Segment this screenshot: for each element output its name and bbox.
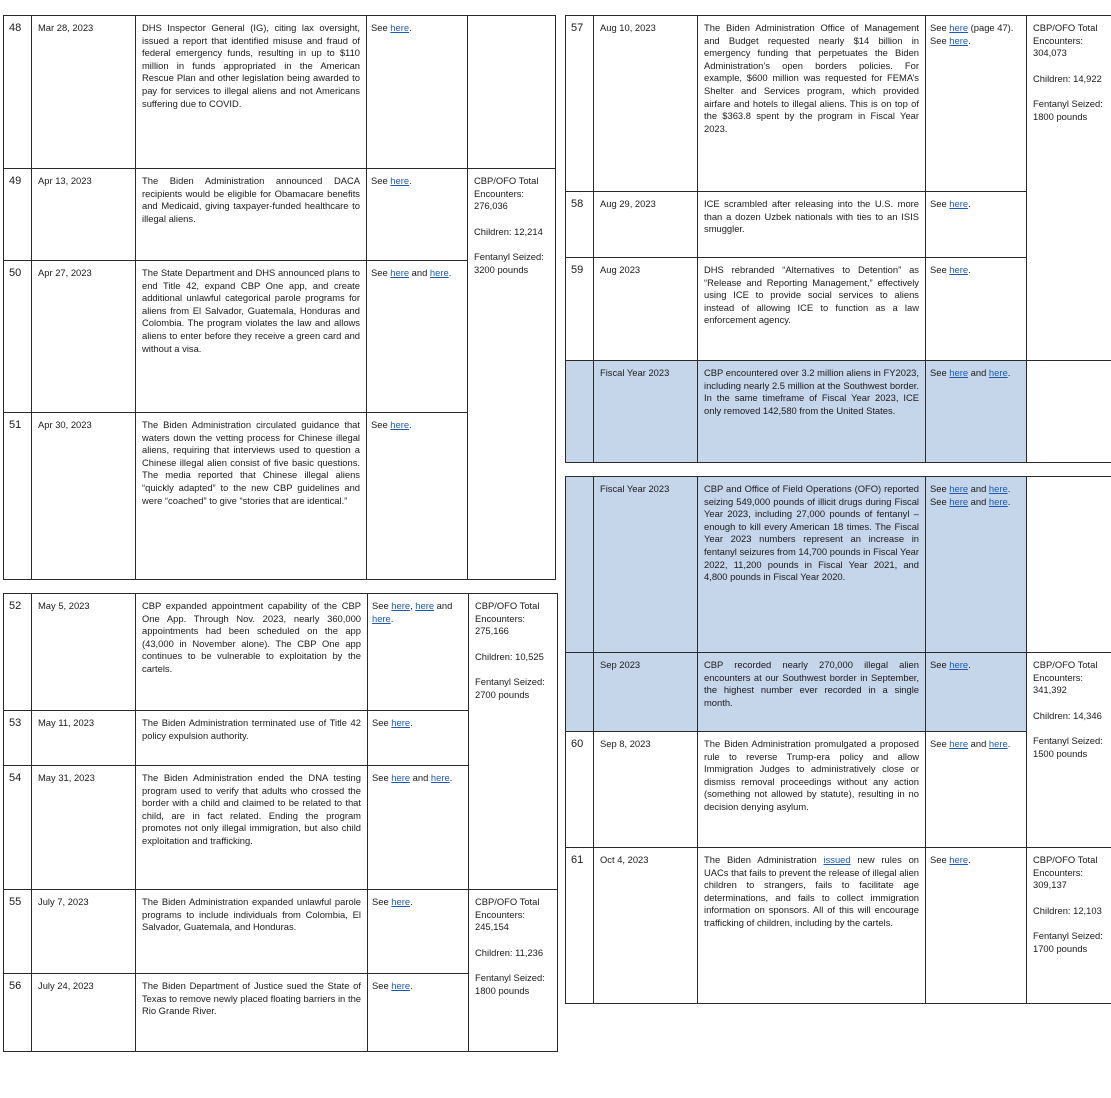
- row-number: 58: [566, 192, 594, 258]
- source-link[interactable]: here: [949, 495, 969, 507]
- source-link[interactable]: here: [430, 772, 450, 783]
- row-source: See here.: [368, 890, 469, 974]
- row-description: ICE scrambled after releasing into the U.S. more than a dozen Uzbek nationals with ties to an ISIS smuggler.: [698, 192, 926, 258]
- row-number: [566, 477, 594, 653]
- source-link[interactable]: here: [949, 198, 969, 209]
- source-link[interactable]: here: [949, 659, 969, 670]
- row-description: DHS Inspector General (IG), citing lax oversight, issued a report that identified misuse and fraud of federal emergency funds, resulting in up to $110 million in funds appropriated in the American Rescue Plan and other legislation being awarded to pay for services to illegal aliens and not Americans suffering due to COVID.: [136, 16, 367, 169]
- source-link[interactable]: here: [949, 854, 969, 865]
- row-source: See here.: [926, 653, 1027, 732]
- row-source: See here and here.: [367, 261, 468, 413]
- row-date: Apr 13, 2023: [32, 169, 136, 261]
- stat-fentanyl: Fentanyl Seized: 2700 pounds: [475, 676, 545, 700]
- source-link[interactable]: here: [391, 896, 411, 907]
- row-source: See here and here.: [368, 766, 469, 890]
- row-description: The Biden Administration ended the DNA testing program used to verify that adults who crossed the border with a child and claimed to be related to that child, are in fact related. Ending the program promotes not only illegal immigration, but also child exploitation and trafficking.: [136, 766, 368, 890]
- table-a: [3, 15, 556, 580]
- row-description: The Biden Administration expanded unlawful parole programs to include individuals from Colombia, El Salvador, Guatemala, and Honduras.: [136, 890, 368, 974]
- row-date: Sep 8, 2023: [594, 732, 698, 848]
- table-row: [566, 16, 1111, 192]
- row-description: The Biden Administration announced DACA recipients would be eligible for Obamacare benefits and Medicaid, giving taxpayer-funded healthcare to illegal aliens.: [136, 169, 367, 261]
- row-date: Mar 28, 2023: [32, 16, 136, 169]
- source-link[interactable]: here: [415, 600, 435, 611]
- row-description: The Biden Administration Office of Management and Budget requested nearly $14 billion in emergency funding that perpetuates the Biden Administration’s open borders policies. For example, $600 million was requested for FEMA’s Shelter and Services program, which provided airfare and hotels to illegal aliens. This is on top of the $363.8 spent by the program in Fiscal Year 2023.: [698, 16, 926, 192]
- row-source: See here.: [926, 192, 1027, 258]
- row-description: The Biden Administration terminated use of Title 42 policy expulsion authority.: [136, 711, 368, 766]
- stat-fentanyl: Fentanyl Seized: 3200 pounds: [474, 251, 544, 275]
- row-source: See here and here. See here and here.: [926, 477, 1027, 653]
- table-row-highlighted: [566, 653, 1111, 732]
- table-row: [566, 848, 1111, 1004]
- stat-encounters: CBP/OFO Total Encounters: 309,137: [1033, 854, 1098, 891]
- row-stats-empty: [1027, 361, 1111, 463]
- row-number: 54: [4, 766, 32, 890]
- row-source: See here.: [367, 413, 468, 580]
- monthly-stats: [469, 594, 558, 890]
- stat-encounters: CBP/OFO Total Encounters: 304,073: [1033, 22, 1098, 59]
- table-row: [4, 16, 556, 169]
- row-date: May 11, 2023: [32, 711, 136, 766]
- row-source: See here.: [368, 974, 469, 1052]
- source-link[interactable]: here: [372, 612, 391, 624]
- row-number: 56: [4, 974, 32, 1052]
- stat-children: Children: 10,525: [475, 650, 544, 662]
- row-date: May 31, 2023: [32, 766, 136, 890]
- stat-fentanyl: Fentanyl Seized: 1800 pounds: [1033, 98, 1103, 122]
- row-number: 48: [4, 16, 32, 169]
- row-description: CBP encountered over 3.2 million aliens in FY2023, including nearly 2.5 million at the Southwest border. In the same timeframe of Fiscal Year 2023, ICE only removed 142,580 from the United States.: [698, 361, 926, 463]
- source-link[interactable]: here: [949, 483, 969, 494]
- stat-fentanyl: Fentanyl Seized: 1700 pounds: [1033, 930, 1103, 954]
- table-b: [3, 593, 558, 1052]
- source-link[interactable]: here: [390, 22, 410, 33]
- row-date: Aug 29, 2023: [594, 192, 698, 258]
- source-link[interactable]: here: [988, 738, 1008, 749]
- row-number: 53: [4, 711, 32, 766]
- row-source: See here.: [367, 16, 468, 169]
- row-number: 55: [4, 890, 32, 974]
- source-link[interactable]: here: [391, 717, 411, 728]
- source-link[interactable]: here: [391, 980, 411, 991]
- source-link[interactable]: here: [949, 264, 969, 275]
- row-description: DHS rebranded “Alternatives to Detention” as “Release and Reporting Management,” effectively using ICE to provide social services to aliens instead of allowing ICE to function as a law enforcement agency.: [698, 258, 926, 361]
- row-number: 59: [566, 258, 594, 361]
- source-link[interactable]: here: [429, 267, 449, 278]
- source-link[interactable]: here: [988, 367, 1008, 378]
- source-link[interactable]: here: [988, 495, 1008, 507]
- row-date: Apr 30, 2023: [32, 413, 136, 580]
- stat-children: Children: 14,346: [1033, 709, 1102, 721]
- row-number: 57: [566, 16, 594, 192]
- row-date: Aug 2023: [594, 258, 698, 361]
- row-number: [566, 653, 594, 732]
- row-description: The State Department and DHS announced plans to end Title 42, expand CBP One app, and create additional unlawful categorical parole programs for aliens from El Salvador, Guatemala, Honduras and Colombia. The program violates the law and allows aliens to enter before they receive a green card and without a visa.: [136, 261, 367, 413]
- row-number: 52: [4, 594, 32, 711]
- source-link[interactable]: here: [949, 738, 969, 749]
- monthly-stats: [1027, 16, 1111, 361]
- row-date: July 7, 2023: [32, 890, 136, 974]
- row-source: See here and here.: [926, 361, 1027, 463]
- source-link[interactable]: here: [988, 483, 1008, 494]
- stat-encounters: CBP/OFO Total Encounters: 245,154: [475, 896, 540, 933]
- stat-encounters: CBP/OFO Total Encounters: 276,036: [474, 175, 539, 212]
- source-link[interactable]: here: [949, 22, 969, 33]
- table-row-highlighted: [566, 477, 1111, 653]
- stat-children: Children: 12,103: [1033, 904, 1102, 916]
- row-stats-empty: [1027, 477, 1111, 653]
- source-link[interactable]: here: [390, 267, 410, 278]
- monthly-stats: [1027, 653, 1111, 848]
- source-link[interactable]: here: [949, 367, 969, 378]
- table-d: [565, 476, 1111, 1004]
- stat-fentanyl: Fentanyl Seized: 1500 pounds: [1033, 735, 1103, 759]
- monthly-stats: [468, 169, 556, 580]
- row-number: 49: [4, 169, 32, 261]
- row-source: See here.: [926, 258, 1027, 361]
- row-date: May 5, 2023: [32, 594, 136, 711]
- stat-children: Children: 12,214: [474, 225, 543, 237]
- table-row: [4, 169, 556, 261]
- row-date: Fiscal Year 2023: [594, 477, 698, 653]
- row-date: Apr 27, 2023: [32, 261, 136, 413]
- row-source: See here, here and here.: [368, 594, 469, 711]
- stat-encounters: CBP/OFO Total Encounters: 275,166: [475, 600, 540, 637]
- stat-fentanyl: Fentanyl Seized: 1800 pounds: [475, 972, 545, 996]
- table-row: [4, 890, 558, 974]
- row-number: 51: [4, 413, 32, 580]
- row-description: The Biden Administration issued new rules on UACs that fails to prevent the release of illegal alien children to strangers, fails to facilitate age determinations, and fails to collect immigration information on sponsors. All of this will encourage trafficking of children, including by the cartels.: [698, 848, 926, 1004]
- row-number: 60: [566, 732, 594, 848]
- source-link[interactable]: here: [391, 772, 411, 783]
- row-source: See here.: [367, 169, 468, 261]
- row-date: Oct 4, 2023: [594, 848, 698, 1004]
- stat-encounters: CBP/OFO Total Encounters: 341,392: [1033, 659, 1098, 696]
- issued-link[interactable]: issued: [823, 854, 851, 865]
- source-link[interactable]: here: [949, 34, 969, 46]
- row-description: CBP and Office of Field Operations (OFO) reported seizing 549,000 pounds of illicit drugs during Fiscal Year 2023, including 27,000 pounds of fentanyl – enough to kill every American 18 times. The Fiscal Year 2023 numbers represent an increase in fentanyl seizures from 14,700 pounds in Fiscal Year 2022, 11,200 pounds in Fiscal Year 2021, and 4,800 pounds in Fiscal Year 2020.: [698, 477, 926, 653]
- row-description: The Biden Administration promulgated a proposed rule to reverse Trump-era policy and allow Immigration Judges to administratively close or dismiss removal proceedings without any action (something not allowed by statute), resulting in no decision denying asylum.: [698, 732, 926, 848]
- row-date: July 24, 2023: [32, 974, 136, 1052]
- row-source: See here (page 47). See here.: [926, 16, 1027, 192]
- row-number: 61: [566, 848, 594, 1004]
- row-description: The Biden Administration circulated guidance that waters down the vetting process for Chinese illegal aliens, requiring that interviews used to question a Chinese illegal alien consist of five basic questions. The media reported that Chinese illegal aliens “quickly adapted” to the new CBP guidelines and were “coached” to give “stories that are identical.”: [136, 413, 367, 580]
- row-source: See here.: [368, 711, 469, 766]
- source-link[interactable]: here: [391, 600, 411, 611]
- row-number: [566, 361, 594, 463]
- row-description: CBP expanded appointment capability of the CBP One App. Through Nov. 2023, nearly 360,000 appointments had been scheduled on the app (43,000 in November alone). The CBP One app continues to be vulnerable to exploitation by the cartels.: [136, 594, 368, 711]
- monthly-stats: [1027, 848, 1111, 1004]
- stat-children: Children: 11,236: [475, 946, 544, 958]
- row-number: 50: [4, 261, 32, 413]
- table-row: [4, 594, 558, 711]
- row-description: CBP recorded nearly 270,000 illegal alien encounters at our Southwest border in September, the highest number ever recorded in a single month.: [698, 653, 926, 732]
- row-date: Aug 10, 2023: [594, 16, 698, 192]
- source-link[interactable]: here: [390, 419, 410, 430]
- row-description: The Biden Department of Justice sued the State of Texas to remove newly placed floating barriers in the Rio Grande River.: [136, 974, 368, 1052]
- table-c: [565, 15, 1111, 463]
- row-stats-empty: [468, 16, 556, 169]
- monthly-stats: [469, 890, 558, 1052]
- row-source: See here.: [926, 848, 1027, 1004]
- stat-children: Children: 14,922: [1033, 72, 1102, 84]
- row-source: See here and here.: [926, 732, 1027, 848]
- source-link[interactable]: here: [390, 175, 410, 186]
- row-date: Sep 2023: [594, 653, 698, 732]
- row-date: Fiscal Year 2023: [594, 361, 698, 463]
- table-row-highlighted: [566, 361, 1111, 463]
